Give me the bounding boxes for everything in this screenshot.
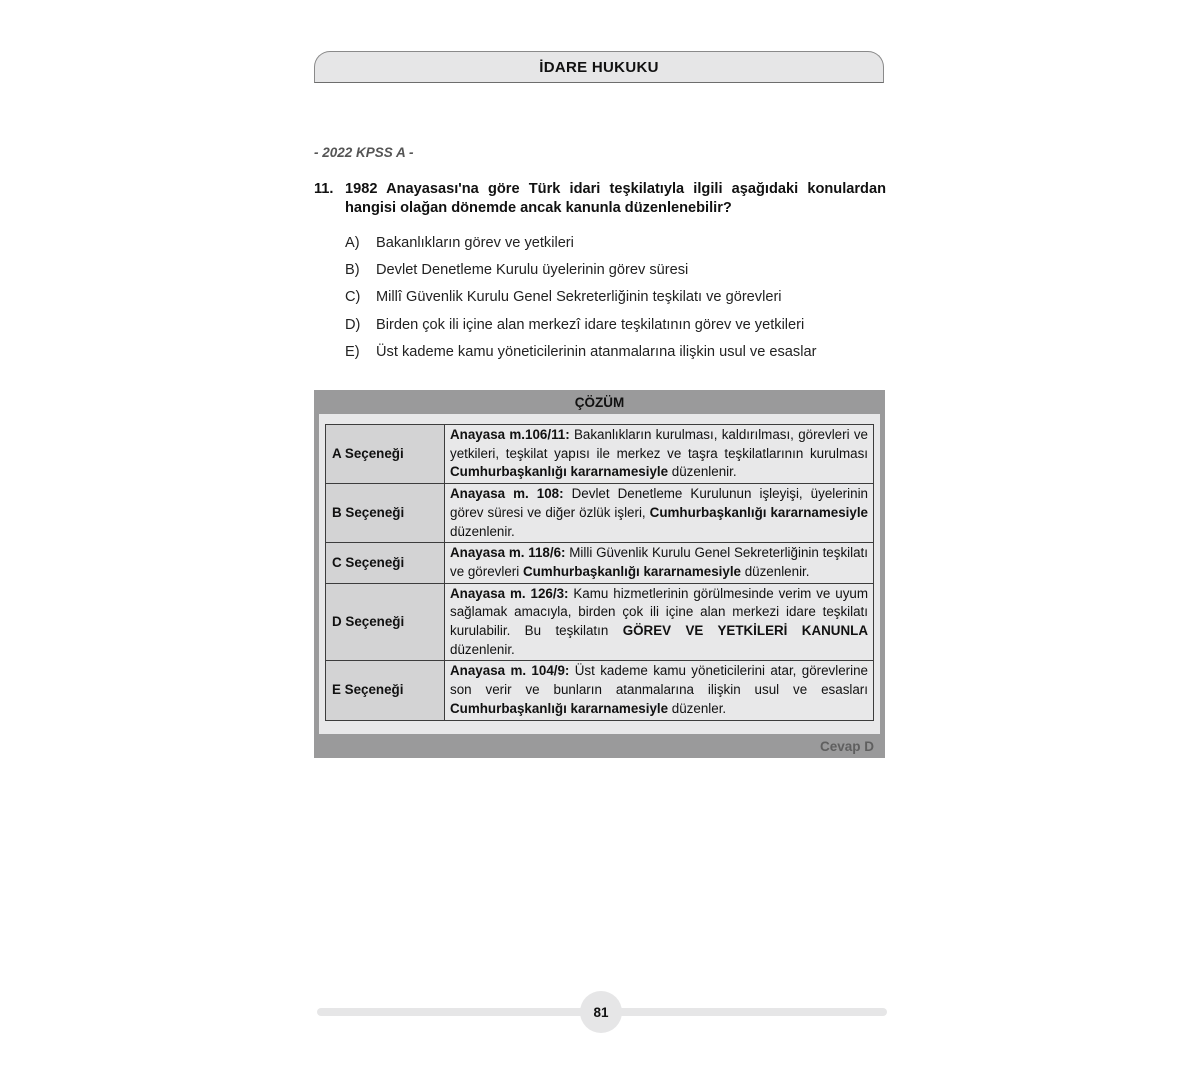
option-letter: B) <box>345 262 360 279</box>
emphasis-text: Cumhurbaşkanlığı kararnamesiyle <box>450 464 669 480</box>
option-text: Millî Güvenlik Kurulu Genel Sekreterliğinin teşkilatı ve görevleri <box>376 289 782 306</box>
table-row <box>326 583 874 661</box>
explanation-text: Milli Güvenlik Kurulu Genel Sekreterliğinin teşkilatı ve görevleri <box>450 545 868 579</box>
article-ref: Anayasa m. 108: <box>450 486 564 502</box>
exam-source: - 2022 KPSS A - <box>314 145 414 160</box>
row-label: B Seçeneği <box>326 484 445 543</box>
article-ref: Anayasa m. 104/9: <box>450 663 570 679</box>
row-label: D Seçeneği <box>326 583 445 661</box>
option-e[interactable] <box>345 343 885 370</box>
option-a[interactable] <box>345 234 885 261</box>
option-text: Devlet Denetleme Kurulu üyelerinin görev süresi <box>376 262 689 279</box>
table-row <box>326 425 874 484</box>
answer-key: Cevap D <box>819 739 874 754</box>
emphasis-text: Cumhurbaşkanlığı kararnamesiyle <box>649 504 868 520</box>
explanation-text: Üst kademe kamu yöneticilerini atar, görevlerine son verir ve bunların atanmalarına ilişkin usul ve esasları <box>450 663 869 698</box>
explanation-text: Bakanlıkların kurulması, kaldırılması, görevleri ve yetkileri, teşkilat yapısı ile merkez ve taşra teşkilatlarının kurulması <box>450 427 868 461</box>
row-explanation <box>445 583 874 661</box>
option-letter: C) <box>345 289 361 306</box>
page-number <box>580 991 622 1033</box>
row-explanation <box>445 425 874 484</box>
option-c[interactable] <box>345 288 885 315</box>
article-ref: Anayasa m. 118/6: <box>450 545 566 561</box>
section-title: İDARE HUKUKU <box>539 58 659 76</box>
row-label: E Seçeneği <box>326 661 445 720</box>
solution-panel <box>319 414 880 734</box>
question <box>314 180 886 217</box>
solution-box <box>314 390 885 758</box>
page-number-text: 81 <box>593 1004 609 1020</box>
option-letter: D) <box>345 316 361 333</box>
option-text: Bakanlıkların görev ve yetkileri <box>376 235 574 251</box>
table-row <box>326 661 874 720</box>
option-b[interactable] <box>345 261 885 288</box>
question-text: 1982 Anayasası'na göre Türk idari teşkilatıyla ilgili aşağıdaki konulardan hangisi olağan dönemde ancak kanunla düzenlenebilir? <box>345 181 886 216</box>
row-explanation <box>445 543 874 583</box>
explanation-text: Kamu hizmetlerinin görülmesinde verim ve uyum sağlamak amacıyla, birden çok ili içine alan merkezi idare teşkilatı kurulabilir. Bu teşkilatın <box>450 585 869 639</box>
emphasis-text: Cumhurbaşkanlığı kararnamesiyle <box>522 563 741 579</box>
table-row <box>326 484 874 543</box>
explanation-text: düzenlenir. <box>668 464 737 480</box>
table-row <box>326 543 874 583</box>
article-ref: Anayasa m.106/11: <box>450 427 570 442</box>
emphasis-text: GÖREV VE YETKİLERİ KANUNLA <box>622 623 868 639</box>
row-explanation <box>445 484 874 543</box>
row-explanation <box>445 661 874 720</box>
option-letter: E) <box>345 343 360 360</box>
option-d[interactable] <box>345 316 885 343</box>
explanation-text: düzenler. <box>668 700 727 716</box>
solution-table <box>325 424 874 721</box>
explanation-text: düzenlenir. <box>741 563 810 579</box>
row-label: A Seçeneği <box>326 425 445 484</box>
explanation-text: Devlet Denetleme Kurulunun işleyişi, üyelerinin görev süresi ve diğer özlük işleri, <box>450 486 868 520</box>
row-label: C Seçeneği <box>326 543 445 583</box>
option-text: Üst kademe kamu yöneticilerinin atanmalarına ilişkin usul ve esaslar <box>376 343 817 360</box>
explanation-text: düzenlenir. <box>450 523 515 539</box>
emphasis-text: Cumhurbaşkanlığı kararnamesiyle <box>450 700 669 716</box>
solution-title: ÇÖZÜM <box>574 394 625 410</box>
question-number: 11. <box>314 181 334 197</box>
answer-options <box>345 234 885 370</box>
article-ref: Anayasa m. 126/3: <box>450 585 569 601</box>
section-header <box>314 51 884 83</box>
option-letter: A) <box>345 235 360 251</box>
option-text: Birden çok ili içine alan merkezî idare teşkilatının görev ve yetkileri <box>376 316 805 333</box>
explanation-text: düzenlenir. <box>450 641 515 657</box>
